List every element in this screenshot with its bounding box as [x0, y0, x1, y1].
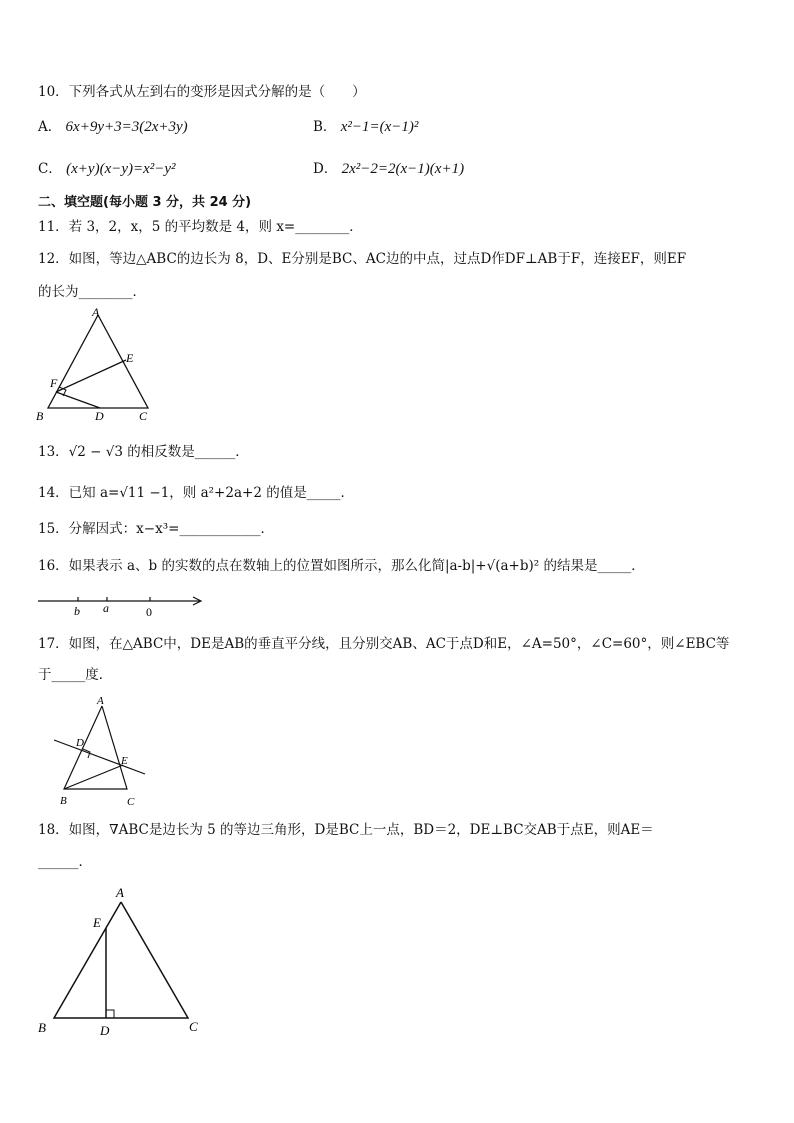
q10-option-b: [313, 118, 418, 136]
q16-label-b: b: [74, 604, 80, 618]
q17-label-a: A: [97, 695, 104, 707]
q18-triangle-figure: [30, 880, 210, 1040]
q12-label-a: A: [92, 305, 100, 319]
q15-text: 15．分解因式：x−x³=____________．: [38, 521, 274, 537]
q10-option-a-expr: 6x+9y+3=3(2x+3y): [65, 119, 188, 135]
q18-label-e: E: [93, 915, 101, 930]
q10-option-a-prefix: A．: [38, 119, 62, 135]
q18-line2: ______．: [38, 854, 92, 870]
q10-option-c: [38, 160, 176, 178]
q16-number-line: [36, 590, 206, 620]
q18-label-b: B: [38, 1020, 46, 1035]
q10-option-c-expr: (x+y)(x−y)=x²−y²: [66, 161, 176, 177]
q16-label-a: a: [103, 601, 109, 615]
q17-label-b: B: [60, 795, 67, 807]
q10-option-d-expr: 2x²−2=2(x−1)(x+1): [341, 161, 465, 177]
q12-label-b: B: [36, 409, 44, 423]
q14-text: 14．已知 a=√11 −1，则 a²+2a+2 的值是_____．: [38, 485, 354, 501]
q10-stem: 10．下列各式从左到右的变形是因式分解的是（ ）: [38, 84, 366, 100]
q10-option-a: [38, 118, 188, 136]
q12-line2: 的长为________．: [38, 284, 146, 300]
q12-label-d: D: [95, 409, 104, 423]
q10-option-c-prefix: C．: [38, 161, 62, 177]
q16-label-zero: 0: [146, 605, 152, 619]
q12-label-f: F: [50, 376, 58, 390]
q10-option-d-prefix: D．: [313, 161, 338, 177]
section-heading: 二、填空题(每小题 3 分，共 24 分): [38, 195, 252, 210]
q17-line2: 于_____度．: [38, 667, 113, 683]
q12-label-c: C: [139, 409, 148, 423]
q12-line1: 12．如图，等边△ABC的边长为 8，D、E分别是BC、AC边的中点，过点D作DF⊥AB于F，连接EF，则EF: [38, 251, 687, 267]
q18-label-d: D: [100, 1023, 110, 1038]
q10-option-b-expr: x²−1=(x−1)²: [340, 119, 419, 135]
q18-line1: 18．如图，∇ABC是边长为 5 的等边三角形，D是BC上一点，BD＝2，DE⊥BC交AB于点E，则AE＝: [38, 822, 654, 838]
q17-label-c: C: [127, 796, 135, 808]
q18-label-a: A: [116, 885, 124, 900]
q12-label-e: E: [126, 351, 134, 365]
q16-text: 16．如果表示 a、b 的实数的点在数轴上的位置如图所示，那么化简|a-b|+√(a+b)² 的结果是_____．: [38, 558, 645, 574]
q18-label-c: C: [189, 1019, 198, 1034]
q17-label-e: E: [121, 755, 128, 767]
q10-option-b-prefix: B．: [313, 119, 337, 135]
q11-text: 11．若 3，2，x，5 的平均数是 4，则 x=________．: [38, 219, 363, 235]
q17-line1: 17．如图，在△ABC中，DE是AB的垂直平分线，且分别交AB、AC于点D和E，∠A=50°，∠C=60°，则∠EBC等: [38, 636, 730, 652]
q12-triangle-figure: [30, 305, 160, 425]
q17-triangle-figure: [50, 692, 150, 810]
q13-text: 13．√2 − √3 的相反数是______．: [38, 444, 249, 460]
q17-label-d: D: [76, 737, 84, 749]
q10-option-d: [313, 160, 464, 178]
